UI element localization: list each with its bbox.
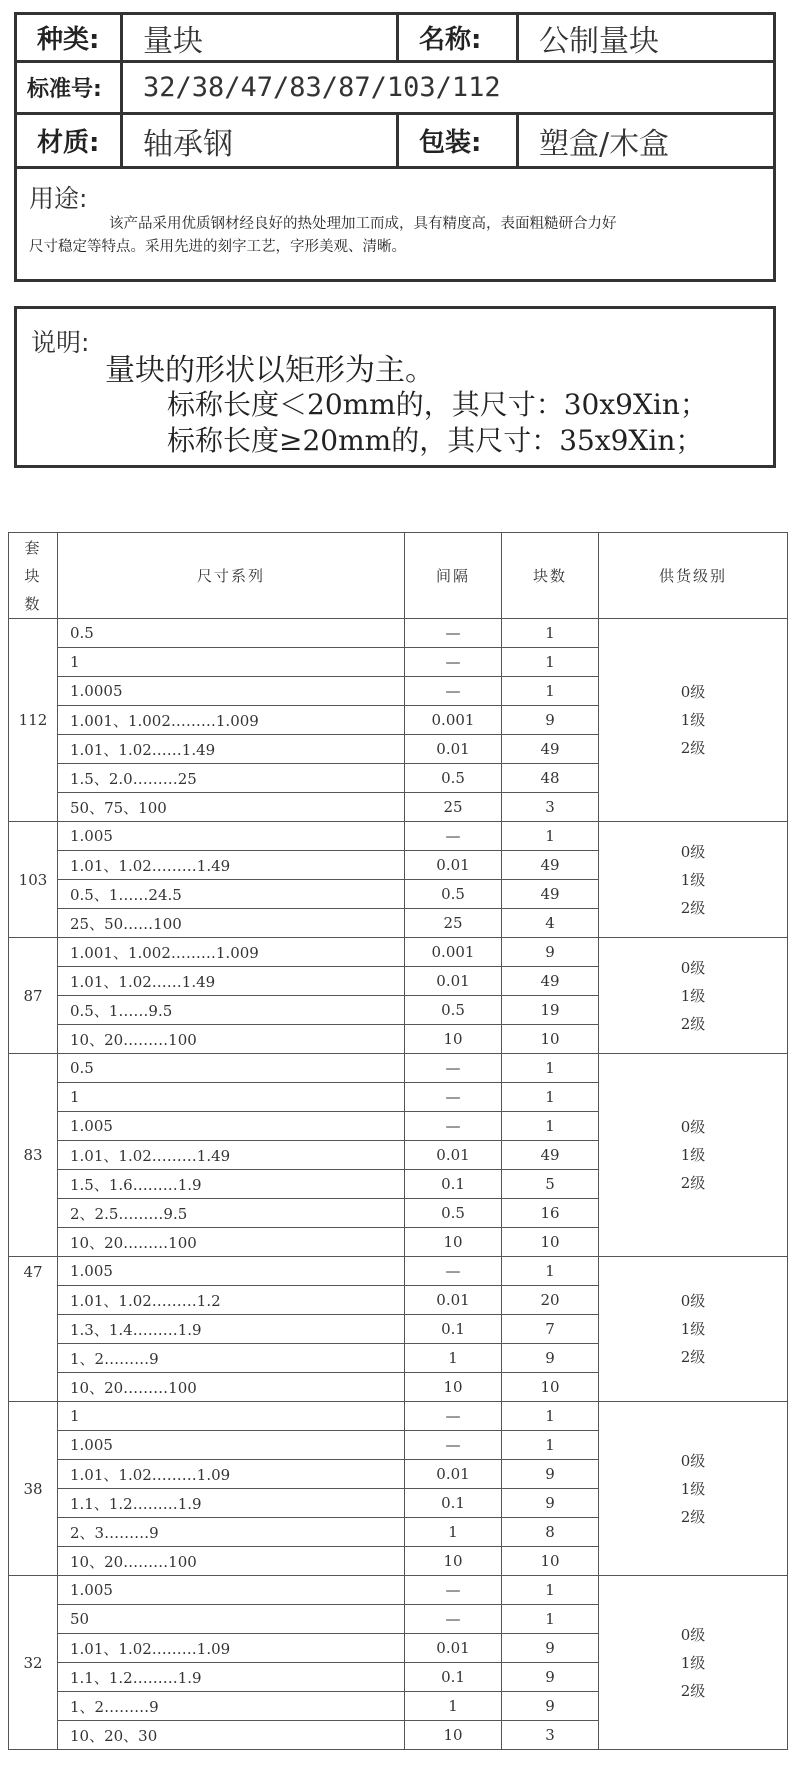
size-series-cell: 10、20………100	[58, 1373, 405, 1402]
size-series-cell: 1.005	[58, 1576, 405, 1605]
package-value: 塑盒/木盒	[539, 126, 670, 162]
set-count-cell: 32	[9, 1576, 58, 1750]
name-label: 名称:	[419, 25, 482, 55]
grade-item: 2级	[680, 1014, 706, 1033]
size-series-cell: 1.0005	[58, 677, 405, 706]
table-row	[9, 1257, 788, 1286]
interval-cell: 10	[405, 1025, 502, 1054]
size-series-cell: 1.01、1.02………1.49	[58, 851, 405, 880]
size-series-cell: 1.5、2.0………25	[58, 764, 405, 793]
header-set-count	[9, 533, 58, 619]
size-series-cell: 0.5	[58, 1054, 405, 1083]
interval-cell: 0.01	[405, 851, 502, 880]
material-label: 材质:	[37, 128, 100, 158]
package-value-cell	[519, 115, 773, 166]
size-series-cell: 1.001、1.002………1.009	[58, 938, 405, 967]
interval-cell: 0.001	[405, 938, 502, 967]
table-body	[9, 619, 788, 1750]
block-count-cell: 3	[502, 1721, 599, 1750]
size-series-cell: 1.01、1.02………1.09	[58, 1460, 405, 1489]
size-series-cell: 1.01、1.02……1.49	[58, 735, 405, 764]
set-count-cell: 83	[9, 1054, 58, 1257]
grade-item: 1级	[680, 1479, 706, 1498]
note-line-1: 量块的形状以矩形为主。	[105, 353, 435, 388]
note-box	[14, 306, 776, 468]
interval-cell: 25	[405, 793, 502, 822]
size-series-cell: 1.001、1.002………1.009	[58, 706, 405, 735]
set-count-cell: 103	[9, 822, 58, 938]
block-count-cell: 9	[502, 1489, 599, 1518]
header-grade: 供货级别	[599, 533, 788, 619]
block-count-cell: 20	[502, 1286, 599, 1315]
header-block-count: 块数	[502, 533, 599, 619]
note-line-3: 标称长度≥20mm的，其尺寸：35x9Xin；	[167, 424, 704, 457]
interval-cell: 1	[405, 1692, 502, 1721]
size-series-cell: 0.5、1……24.5	[58, 880, 405, 909]
interval-cell: —	[405, 1054, 502, 1083]
block-count-cell: 49	[502, 880, 599, 909]
size-series-cell: 1.5、1.6………1.9	[58, 1170, 405, 1199]
size-series-cell: 1.3、1.4………1.9	[58, 1315, 405, 1344]
name-label-cell	[399, 15, 519, 60]
block-count-cell: 1	[502, 648, 599, 677]
block-count-cell: 4	[502, 909, 599, 938]
material-label-cell	[17, 115, 123, 166]
header-set-char: 数	[24, 594, 42, 613]
set-count-cell: 47	[9, 1257, 58, 1402]
interval-cell: 0.001	[405, 706, 502, 735]
block-count-cell: 1	[502, 1257, 599, 1286]
block-count-cell: 10	[502, 1025, 599, 1054]
size-series-cell: 1.01、1.02………1.2	[58, 1286, 405, 1315]
size-series-cell: 0.5	[58, 619, 405, 648]
size-series-cell: 10、20、30	[58, 1721, 405, 1750]
size-series-cell: 1.005	[58, 822, 405, 851]
size-series-cell: 10、20………100	[58, 1547, 405, 1576]
block-count-cell: 16	[502, 1199, 599, 1228]
interval-cell: 10	[405, 1228, 502, 1257]
block-count-cell: 9	[502, 1692, 599, 1721]
interval-cell: 0.1	[405, 1315, 502, 1344]
block-count-cell: 1	[502, 822, 599, 851]
block-count-cell: 1	[502, 1083, 599, 1112]
set-count-cell: 38	[9, 1402, 58, 1576]
block-count-cell: 1	[502, 677, 599, 706]
block-count-cell: 9	[502, 938, 599, 967]
block-count-cell: 9	[502, 1634, 599, 1663]
interval-cell: 10	[405, 1721, 502, 1750]
size-series-cell: 10、20………100	[58, 1228, 405, 1257]
spec-row-type	[17, 15, 773, 63]
table-header-row	[9, 533, 788, 619]
grade-cell	[599, 1576, 788, 1750]
block-count-cell: 1	[502, 1605, 599, 1634]
block-count-cell: 1	[502, 1576, 599, 1605]
usage-line-2: 尺寸稳定等特点。采用先进的刻字工艺，字形美观、清晰。	[29, 239, 406, 255]
usage-cell	[17, 169, 773, 279]
size-series-cell: 1、2………9	[58, 1344, 405, 1373]
note-line-2: 标称长度＜20mm的，其尺寸：30x9Xin；	[167, 388, 708, 421]
block-count-cell: 1	[502, 1112, 599, 1141]
size-series-cell: 2、3………9	[58, 1518, 405, 1547]
name-value-cell	[519, 15, 773, 60]
interval-cell: 0.01	[405, 1141, 502, 1170]
block-count-cell: 10	[502, 1228, 599, 1257]
grade-item: 1级	[680, 986, 706, 1005]
block-count-cell: 7	[502, 1315, 599, 1344]
interval-cell: 0.01	[405, 1460, 502, 1489]
size-series-cell: 1.005	[58, 1257, 405, 1286]
size-series-cell: 1.01、1.02………1.09	[58, 1634, 405, 1663]
size-series-cell: 10、20………100	[58, 1025, 405, 1054]
block-count-cell: 49	[502, 1141, 599, 1170]
block-count-cell: 1	[502, 619, 599, 648]
block-count-cell: 1	[502, 1402, 599, 1431]
interval-cell: —	[405, 1431, 502, 1460]
grade-item: 0级	[680, 1625, 706, 1644]
standard-label: 标准号:	[27, 77, 102, 102]
package-label: 包装:	[419, 128, 482, 158]
block-count-cell: 49	[502, 851, 599, 880]
grade-item: 0级	[680, 1292, 706, 1310]
grade-item: 0级	[680, 842, 706, 861]
block-count-cell: 49	[502, 735, 599, 764]
table-row	[9, 1054, 788, 1083]
size-series-cell: 1	[58, 648, 405, 677]
block-count-cell: 19	[502, 996, 599, 1025]
size-series-cell: 1.005	[58, 1112, 405, 1141]
interval-cell: 10	[405, 1373, 502, 1402]
size-series-cell: 1	[58, 1083, 405, 1112]
block-count-cell: 10	[502, 1547, 599, 1576]
size-series-cell: 1.01、1.02………1.49	[58, 1141, 405, 1170]
interval-cell: 25	[405, 909, 502, 938]
usage-line-1: 该产品采用优质钢材经良好的热处理加工而成，具有精度高，表面粗糙研合力好	[109, 216, 617, 232]
table-row	[9, 1402, 788, 1431]
interval-cell: 0.5	[405, 1199, 502, 1228]
type-label-cell	[17, 15, 123, 60]
grade-cell	[599, 1402, 788, 1576]
grade-item: 2级	[680, 1507, 706, 1526]
type-value-cell	[123, 15, 399, 60]
material-value: 轴承钢	[143, 126, 233, 162]
spec-row-usage	[17, 169, 773, 279]
interval-cell: 0.5	[405, 880, 502, 909]
spec-box	[14, 12, 776, 282]
block-count-cell: 1	[502, 1054, 599, 1083]
interval-cell: —	[405, 1257, 502, 1286]
interval-cell: 0.01	[405, 967, 502, 996]
interval-cell: 10	[405, 1547, 502, 1576]
table-row	[9, 938, 788, 967]
grade-item: 1级	[680, 1320, 706, 1338]
grade-item: 0级	[680, 1118, 706, 1136]
name-value: 公制量块	[539, 23, 659, 59]
table-row	[9, 822, 788, 851]
interval-cell: 1	[405, 1344, 502, 1373]
interval-cell: 0.01	[405, 1286, 502, 1315]
grade-item: 0级	[680, 958, 706, 977]
grade-cell	[599, 1257, 788, 1402]
grade-item: 2级	[680, 1174, 706, 1192]
interval-cell: —	[405, 619, 502, 648]
interval-cell: 0.1	[405, 1489, 502, 1518]
block-count-cell: 8	[502, 1518, 599, 1547]
interval-cell: 0.01	[405, 1634, 502, 1663]
size-series-cell: 1.1、1.2………1.9	[58, 1489, 405, 1518]
interval-cell: —	[405, 822, 502, 851]
grade-cell	[599, 822, 788, 938]
table-row	[9, 619, 788, 648]
block-count-cell: 1	[502, 1431, 599, 1460]
block-count-cell: 9	[502, 1460, 599, 1489]
spec-row-material	[17, 115, 773, 169]
grade-cell	[599, 938, 788, 1054]
size-series-cell: 50	[58, 1605, 405, 1634]
size-series-cell: 1.1、1.2………1.9	[58, 1663, 405, 1692]
block-count-cell: 9	[502, 1344, 599, 1373]
header-interval: 间隔	[405, 533, 502, 619]
type-value: 量块	[143, 23, 203, 59]
header-set-char: 套	[24, 538, 42, 557]
grade-item: 2级	[680, 898, 706, 917]
size-series-cell: 50、75、100	[58, 793, 405, 822]
material-value-cell	[123, 115, 399, 166]
type-label: 种类:	[37, 25, 100, 55]
spec-row-standard	[17, 63, 773, 115]
size-series-cell: 25、50……100	[58, 909, 405, 938]
size-series-cell: 0.5、1……9.5	[58, 996, 405, 1025]
interval-cell: —	[405, 1112, 502, 1141]
set-count-cell: 87	[9, 938, 58, 1054]
gauge-block-table	[8, 532, 788, 1750]
interval-cell: 0.01	[405, 735, 502, 764]
interval-cell: —	[405, 648, 502, 677]
interval-cell: 1	[405, 1518, 502, 1547]
grade-item: 1级	[680, 1146, 706, 1164]
header-set-char: 块	[24, 566, 42, 585]
interval-cell: 0.1	[405, 1663, 502, 1692]
block-count-cell: 48	[502, 764, 599, 793]
interval-cell: —	[405, 1083, 502, 1112]
interval-cell: 0.5	[405, 996, 502, 1025]
block-count-cell: 10	[502, 1373, 599, 1402]
grade-cell	[599, 619, 788, 822]
grade-item: 0级	[680, 683, 706, 701]
set-count-cell: 112	[9, 619, 58, 822]
block-count-cell: 9	[502, 1663, 599, 1692]
block-count-cell: 49	[502, 967, 599, 996]
interval-cell: —	[405, 1402, 502, 1431]
block-count-cell: 3	[502, 793, 599, 822]
grade-item: 0级	[680, 1451, 706, 1470]
interval-cell: —	[405, 677, 502, 706]
size-series-cell: 1	[58, 1402, 405, 1431]
grade-item: 1级	[680, 711, 706, 729]
grade-item: 2级	[680, 1348, 706, 1366]
size-series-cell: 1.01、1.02……1.49	[58, 967, 405, 996]
grade-item: 1级	[680, 870, 706, 889]
block-count-cell: 5	[502, 1170, 599, 1199]
size-series-cell: 1、2………9	[58, 1692, 405, 1721]
interval-cell: —	[405, 1576, 502, 1605]
size-series-cell: 1.005	[58, 1431, 405, 1460]
standard-value-cell	[123, 63, 773, 112]
standard-value: 32/38/47/83/87/103/112	[143, 72, 501, 103]
header-size-series: 尺寸系列	[58, 533, 405, 619]
package-label-cell	[399, 115, 519, 166]
table-row	[9, 1576, 788, 1605]
standard-label-cell	[17, 63, 123, 112]
grade-item: 2级	[680, 739, 706, 757]
interval-cell: 0.5	[405, 764, 502, 793]
note-label: 说明:	[31, 328, 90, 357]
grade-item: 2级	[680, 1681, 706, 1700]
interval-cell: —	[405, 1605, 502, 1634]
block-count-cell: 9	[502, 706, 599, 735]
size-series-cell: 2、2.5………9.5	[58, 1199, 405, 1228]
grade-cell	[599, 1054, 788, 1257]
grade-item: 1级	[680, 1653, 706, 1672]
interval-cell: 0.1	[405, 1170, 502, 1199]
usage-label: 用途:	[29, 184, 88, 213]
